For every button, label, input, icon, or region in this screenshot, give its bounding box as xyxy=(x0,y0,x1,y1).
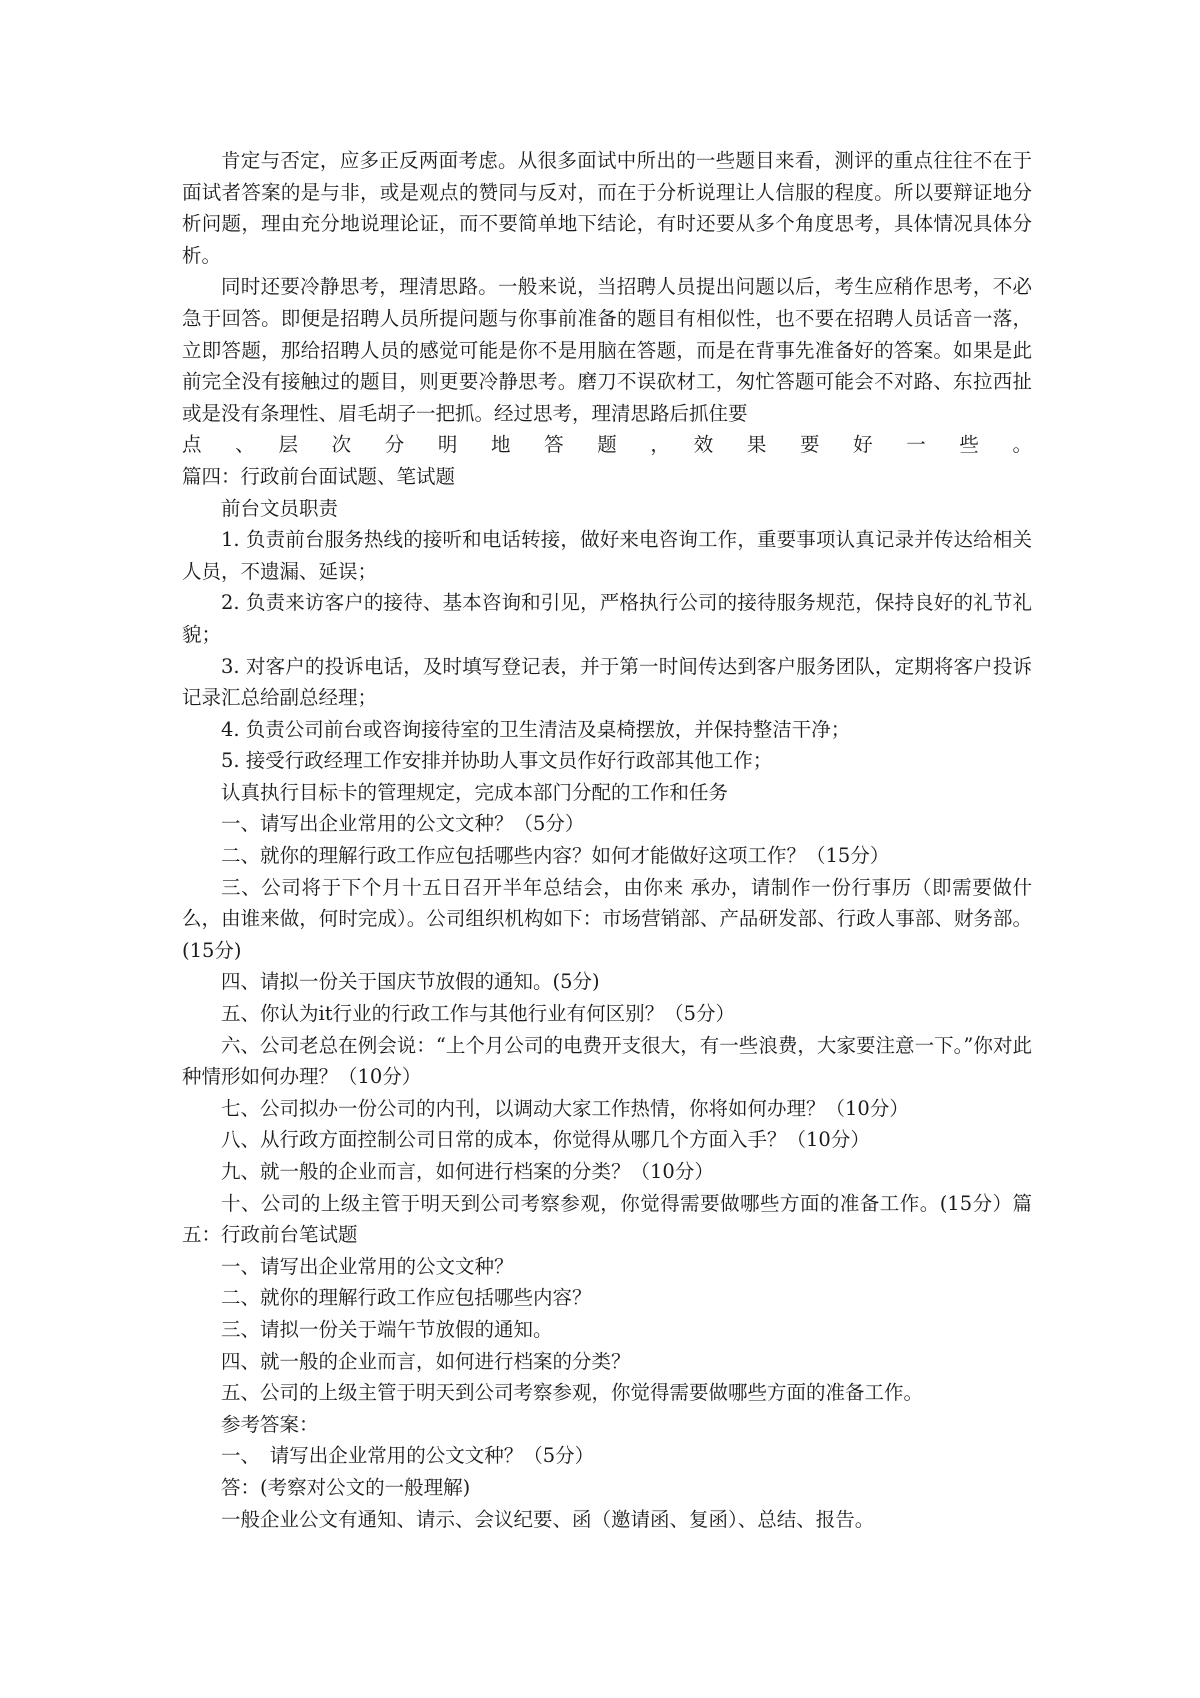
question-7: 七、公司拟办一份公司的内刊，以调动大家工作热情，你将如何办理？（10分） xyxy=(221,1096,909,1120)
answer-question-1: 一、 请写出企业常用的公文文种？（5分） xyxy=(221,1444,595,1468)
written-question-1: 一、请写出企业常用的公文文种？ xyxy=(221,1254,514,1278)
duty-item-4: 4. 负责公司前台或咨询接待室的卫生清洁及桌椅摆放，并保持整洁干净； xyxy=(221,717,851,741)
duty-summary: 认真执行目标卡的管理规定，完成本部门分配的工作和任务 xyxy=(221,780,729,804)
paragraph-spaced-line: 点 、 层 次 分 明 地 答 题 ， 效 果 要 好 一 些 。 xyxy=(182,433,1032,457)
written-question-4: 四、就一般的企业而言，如何进行档案的分类？ xyxy=(221,1349,631,1373)
question-9: 九、就一般的企业而言，如何进行档案的分类？（10分） xyxy=(221,1160,714,1183)
written-question-2: 二、就你的理解行政工作应包括哪些内容？ xyxy=(221,1286,592,1310)
reference-answers-heading: 参考答案： xyxy=(221,1412,319,1436)
question-6: 六、公司老总在例会说：“上个月公司的电费开支很大，有一些浪费，大家要注意一下。”你对此种情形如何办理？（10分） xyxy=(182,1033,1032,1089)
question-2: 二、就你的理解行政工作应包括哪些内容？如何才能做好这项工作？（15分） xyxy=(221,844,890,868)
duty-item-2: 2. 负责来访客户的接待、基本咨询和引见，严格执行公司的接待服务规范，保持良好的礼节礼貌； xyxy=(182,591,1032,646)
paragraph-dialectical-analysis: 肯定与否定，应多正反两面考虑。从很多面试中所出的一些题目来看，测评的重点往往不在于面试者答案的是与非，或是观点的赞同与反对，而在于分析说理让人信服的程度。所以要辩证地分析问题，理由充分地说理论证，而不要简单地下结论，有时还要从多个角度思考，具体情况具体分析。 xyxy=(182,149,1032,267)
question-1: 一、请写出企业常用的公文文种？（5分） xyxy=(221,812,585,836)
subheading-duties: 前台文员职责 xyxy=(221,496,339,520)
question-3: 三、公司将于下个月十五日召开半年总结会，由你来 承办，请制作一份行事历（即需要做什么，由谁来做，何时完成）。公司组织机构如下：市场营销部、产品研发部、行政人事部、财务部。(15分) xyxy=(182,875,1032,962)
written-question-5: 五、公司的上级主管于明天到公司考察参观，你觉得需要做哪些方面的准备工作。 xyxy=(221,1381,924,1405)
question-5: 五、你认为it行业的行政工作与其他行业有何区别？（5分） xyxy=(221,1002,735,1026)
answer-text: 一般企业公文有通知、请示、会议纪要、函（邀请函、复函）、总结、报告。 xyxy=(221,1507,875,1531)
question-8: 八、从行政方面控制公司日常的成本，你觉得从哪几个方面入手？（10分） xyxy=(221,1128,870,1152)
written-question-3: 三、请拟一份关于端午节放假的通知。 xyxy=(221,1317,553,1341)
paragraph-calm-thinking: 同时还要冷静思考，理清思路。一般来说，当招聘人员提出问题以后，考生应稍作思考，不必急于回答。即便是招聘人员所提问题与你事前准备的题目有相似性，也不要在招聘人员话音一落，立即答题，那给招聘人员的感觉可能是你不是用脑在答题，而是在背事先准备好的答案。如果是此前完全没有接触过的题目，则更要冷静思考。磨刀不误砍材工，匆忙答题可能会不对路、东拉西扯或是没有条理性、眉毛胡子一把抓。经过思考，理清思路后抓住要 xyxy=(182,275,1032,425)
answer-note: 答：(考察对公文的一般理解) xyxy=(221,1475,471,1499)
duty-item-3: 3. 对客户的投诉电话，及时填写登记表，并于第一时间传达到客户服务团队，定期将客户投诉记录汇总给副总经理； xyxy=(182,654,1032,710)
question-4: 四、请拟一份关于国庆节放假的通知。(5分) xyxy=(221,970,600,994)
section-heading-part4: 篇四：行政前台面试题、笔试题 xyxy=(182,464,456,488)
duty-item-5: 5. 接受行政经理工作安排并协助人事文员作好行政部其他工作； xyxy=(221,749,773,773)
question-10: 十、公司的上级主管于明天到公司考察参观，你觉得需要做哪些方面的准备工作。(15分）篇五：行政前台笔试题 xyxy=(182,1191,1032,1247)
duty-item-1: 1. 负责前台服务热线的接听和电话转接，做好来电咨询工作，重要事项认真记录并传达给相关人员，不遗漏、延误； xyxy=(182,528,1032,583)
document-page xyxy=(182,145,1032,1535)
